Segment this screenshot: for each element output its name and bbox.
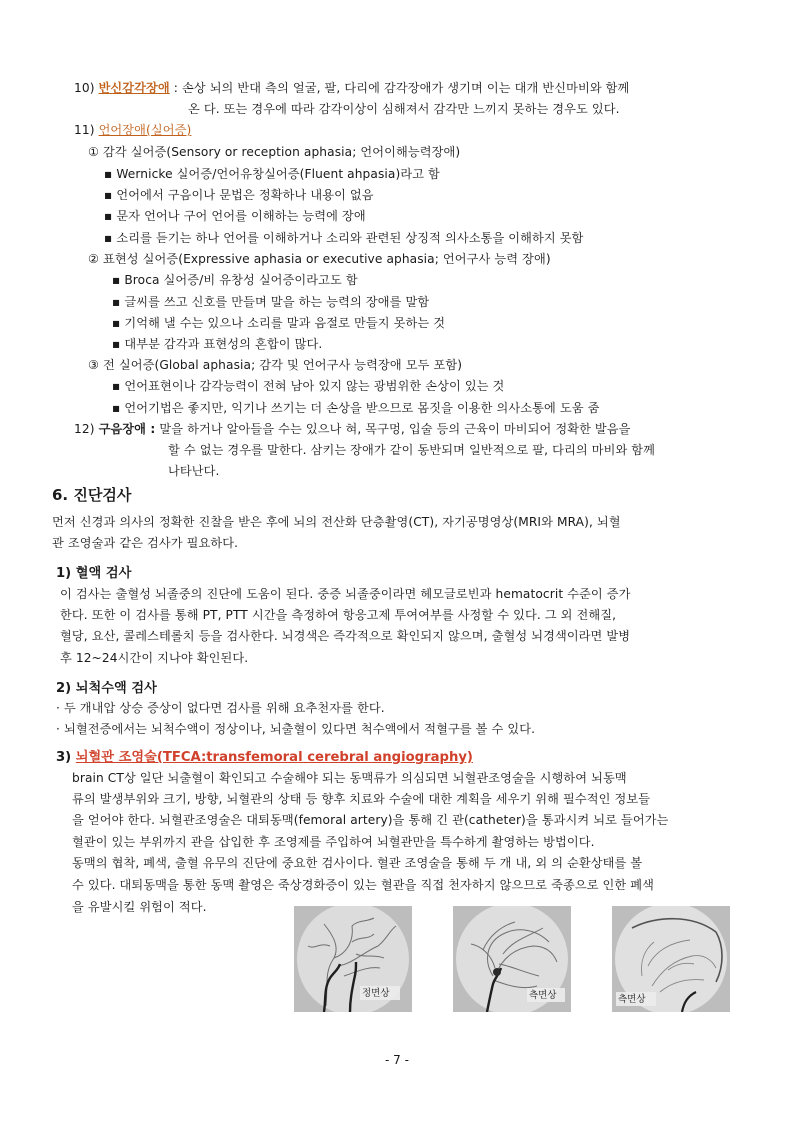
item-12-line-1	[74, 421, 631, 437]
paragraph-line: · 두 개내압 상승 증상이 없다면 검사를 위해 요추천자를 한다.	[56, 701, 385, 715]
paragraph-line: 한다. 또한 이 검사를 통해 PT, PTT 시간을 측정하여 항응고제 투여여부를 사정할 수 있다. 그 외 전해질,	[60, 608, 617, 622]
blood-test-heading: 1) 혈액 검사	[56, 566, 132, 581]
section-heading: 6. 진단검사	[52, 486, 132, 504]
bullet-text: 글씨를 쓰고 신호를 만들며 말을 하는 능력의 장애를 말함	[124, 295, 430, 309]
paragraph-line: brain CT상 일단 뇌출혈이 확인되고 수술해야 되는 동맥류가 의심되면 뇌혈관조영술을 시행하여 뇌동맥	[72, 771, 627, 785]
item-12-line-3: 나타난다.	[168, 464, 220, 478]
item-11-term: 언어장애(실어증)	[98, 123, 192, 137]
item-12-number: 12)	[74, 422, 95, 436]
item-11-header	[74, 122, 191, 138]
angiogram-image-frontal	[294, 906, 412, 1012]
angiography-number: 3)	[56, 750, 72, 765]
bullet-text: 대부분 감각과 표현성의 혼합이 많다.	[124, 337, 323, 351]
item-12-line-2: 할 수 없는 경우를 말한다. 삼키는 장애가 같이 동반되며 일반적으로 팔, 다리의 마비와 함께	[168, 443, 656, 457]
csf-test-heading: 2) 뇌척수액 검사	[56, 681, 157, 696]
paragraph-line: 을 유발시킬 위험이 적다.	[72, 900, 207, 914]
item-10-term: 반신감각장애	[98, 81, 170, 95]
list-item: ▪ 언어기법은 좋지만, 익기나 쓰기는 더 손상을 받으므로 몸짓을 이용한 의사소통에 도움 줌	[112, 401, 600, 415]
sensory-aphasia-title: ① 감각 실어증(Sensory or reception aphasia; 언어이해능력장애)	[88, 145, 461, 159]
item-12-term: 구음장애 :	[98, 422, 156, 436]
item-11-number: 11)	[74, 123, 95, 137]
bullet-text: 기억해 낼 수는 있으나 소리를 말과 음절로 만들지 못하는 것	[124, 316, 446, 330]
list-item: ▪ 기억해 낼 수는 있으나 소리를 말과 음절로 만들지 못하는 것	[112, 316, 446, 330]
image-label: 정면상	[362, 988, 390, 999]
expressive-aphasia-title: ② 표현성 실어증(Expressive aphasia or executive aphasia; 언어구사 능력 장애)	[88, 252, 551, 266]
bullet-text: 문자 언어나 구어 언어를 이해하는 능력에 장애	[116, 209, 366, 223]
paragraph-line: · 뇌혈전증에서는 뇌척수액이 정상이나, 뇌출혈이 있다면 척수액에서 적혈구를 볼 수 있다.	[56, 722, 536, 736]
angiogram-image-lateral-1	[453, 906, 571, 1012]
list-item: ▪ 글씨를 쓰고 신호를 만들며 말을 하는 능력의 장애를 말함	[112, 295, 430, 309]
paragraph-line: 류의 발생부위와 크기, 방향, 뇌혈관의 상태 등 향후 치료와 수술에 대한 계획을 세우기 위해 필수적인 정보들	[72, 792, 651, 806]
bullet-text: 언어기법은 좋지만, 익기나 쓰기는 더 손상을 받으므로 몸짓을 이용한 의사소통에 도움 줌	[124, 401, 600, 415]
list-item: ▪ 언어에서 구음이나 문법은 정확하나 내용이 없음	[104, 188, 374, 202]
list-item: ▪ Wernicke 실어증/언어유창실어증(Fluent ahpasia)라고 함	[104, 167, 440, 181]
item-10-text-1: 손상 뇌의 반대 측의 얼굴, 팔, 다리에 감각장애가 생기며 이는 대개 반신마비와 함께	[181, 81, 630, 95]
paragraph-line: 이 검사는 출혈성 뇌졸중의 진단에 도움이 된다. 중증 뇌졸중이라면 헤모글로빈과 hematocrit 수준이 증가	[60, 587, 631, 601]
paragraph-line: 동맥의 협착, 폐색, 출혈 유무의 진단에 중요한 검사이다. 혈관 조영술을 통해 두 개 내, 외 의 순환상태를 볼	[72, 856, 643, 870]
bullet-text: 언어에서 구음이나 문법은 정확하나 내용이 없음	[116, 188, 374, 202]
paragraph-line: 을 얻어야 한다. 뇌혈관조영술은 대퇴동맥(femoral artery)을 통해 긴 관(catheter)을 통과시켜 뇌로 들어가는	[72, 813, 669, 827]
list-item: ▪ 대부분 감각과 표현성의 혼합이 많다.	[112, 337, 323, 351]
item-10-line-1	[74, 80, 629, 96]
angiography-heading	[56, 746, 473, 765]
item-10-line-2: 온 다. 또는 경우에 따라 감각이상이 심해져서 감각만 느끼지 못하는 경우도 있다.	[188, 102, 620, 116]
image-label: 측면상	[618, 994, 646, 1005]
list-item: ▪ Broca 실어증/비 유창성 실어증이라고도 함	[112, 273, 358, 287]
item-12-text-1: 말을 하거나 알아들을 수는 있으나 혀, 목구멍, 입술 등의 근육이 마비되어 정확한 발음을	[159, 422, 631, 436]
image-label: 측면상	[529, 990, 557, 1001]
global-aphasia-title: ③ 전 실어증(Global aphasia; 감각 및 언어구사 능력장애 모두 포함)	[88, 358, 463, 372]
list-item: ▪ 소리를 듣기는 하나 언어를 이해하거나 소리와 관련된 상징적 의사소통을 이해하지 못함	[104, 231, 584, 245]
item-10-separator: :	[169, 81, 182, 95]
bullet-text: 소리를 듣기는 하나 언어를 이해하거나 소리와 관련된 상징적 의사소통을 이해하지 못함	[116, 231, 584, 245]
bullet-text: 언어표현이나 감각능력이 전혀 남아 있지 않는 광범위한 손상이 있는 것	[124, 379, 505, 393]
angiogram-image-lateral-2	[612, 906, 730, 1012]
paragraph-line: 혈관이 있는 부위까지 관을 삽입한 후 조영제를 주입하여 뇌혈관만을 특수하게 촬영하는 방법이다.	[72, 835, 595, 849]
paragraph-line: 혈당, 요산, 콜레스테롤치 등을 검사한다. 뇌경색은 즉각적으로 확인되지 않으며, 출혈성 뇌경색이라면 발병	[60, 629, 631, 643]
section-intro-line-2: 관 조영술과 같은 검사가 필요하다.	[52, 536, 239, 550]
page-number: - 7 -	[385, 1053, 409, 1067]
item-10-number: 10)	[74, 81, 95, 95]
angiography-title: 뇌혈관 조영술(TFCA:transfemoral cerebral angiography)	[75, 750, 473, 765]
list-item: ▪ 문자 언어나 구어 언어를 이해하는 능력에 장애	[104, 209, 366, 223]
bullet-text: Wernicke 실어증/언어유창실어증(Fluent ahpasia)라고 함	[116, 167, 440, 181]
paragraph-line: 후 12~24시간이 지나야 확인된다.	[60, 651, 249, 665]
paragraph-line: 수 있다. 대퇴동맥을 통한 동맥 촬영은 죽상경화증이 있는 혈관을 직접 천자하지 않으므로 죽종으로 인한 폐색	[72, 878, 655, 892]
bullet-text: Broca 실어증/비 유창성 실어증이라고도 함	[124, 273, 358, 287]
section-intro-line-1: 먼저 신경과 의사의 정확한 진찰을 받은 후에 뇌의 전산화 단층촬영(CT), 자기공명영상(MRI와 MRA), 뇌혈	[52, 515, 621, 529]
list-item: ▪ 언어표현이나 감각능력이 전혀 남아 있지 않는 광범위한 손상이 있는 것	[112, 379, 505, 393]
